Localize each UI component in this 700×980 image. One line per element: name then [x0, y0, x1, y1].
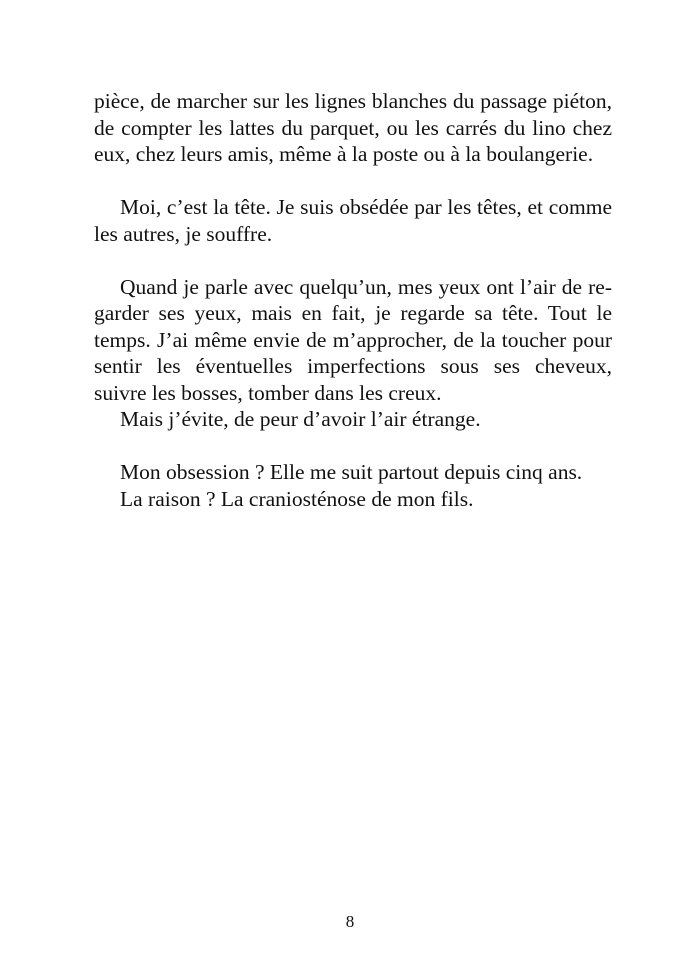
paragraph-obsession-question: Mon obsession ? Elle me suit partout depuis cinq ans. — [120, 460, 583, 484]
paragraph-head-obsession: Moi, c’est la tête. Je suis obsédée par les têtes, et comme les autres, je souffre. — [94, 195, 612, 246]
body-text — [94, 88, 612, 512]
paragraph-conversation: Quand je parle avec quelqu’un, mes yeux ont l’air de regarder ses yeux, mais en fait, je regarde sa tête. Tout le temps. J’ai même envie de m’approcher, de la toucher pour sentir les éventuelles imperfections sous ses cheveux, suivre les bosses, tomber dans les creux. — [94, 274, 612, 405]
paragraph-reason: La raison ? La craniosténose de mon fils. — [120, 486, 474, 511]
paragraph-avoid: Mais j’évite, de peur d’avoir l’air étrange. — [120, 407, 481, 431]
paragraph-continuation: pièce, de marcher sur les lignes blanches du passage piéton, de compter les lattes du parquet, ou les carrés du lino chez eux, chez leurs amis, même à la poste ou à la boulangerie. — [94, 89, 612, 166]
page-number: 8 — [345, 912, 355, 931]
